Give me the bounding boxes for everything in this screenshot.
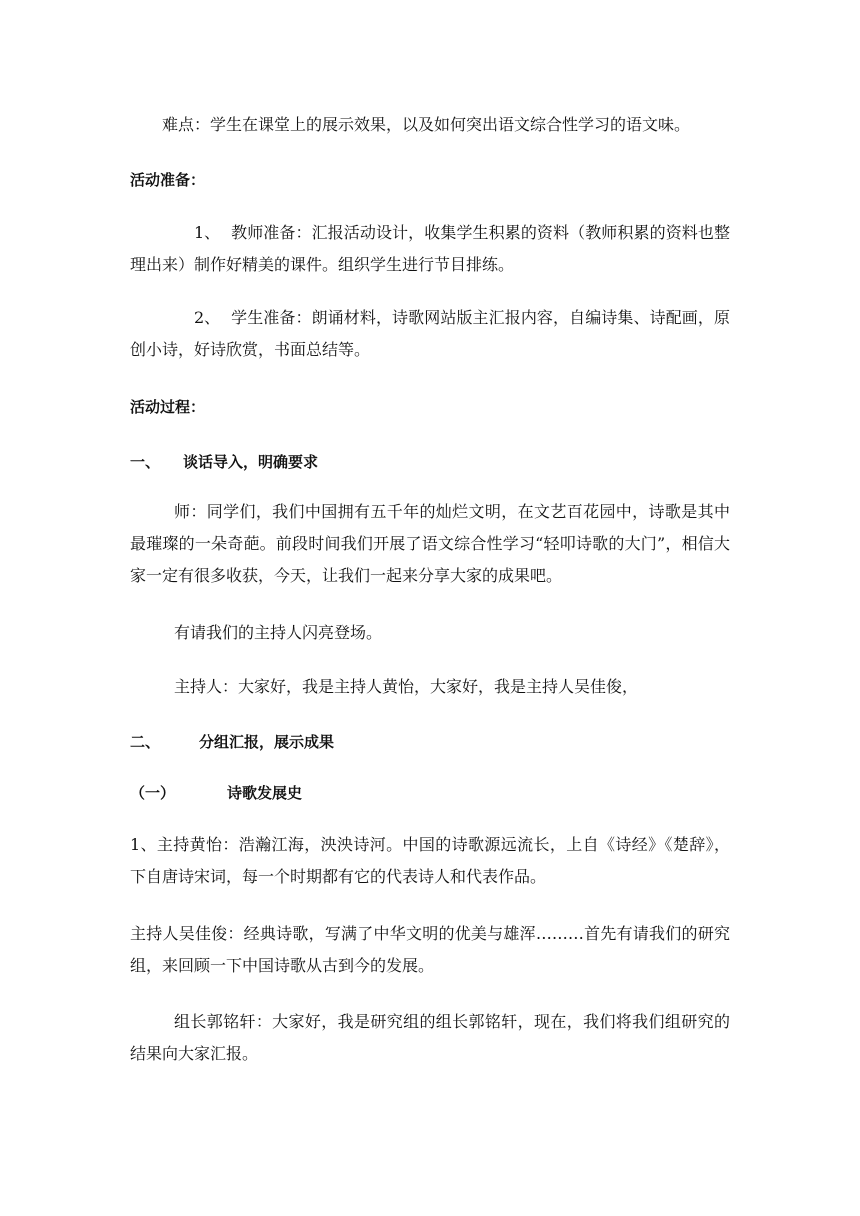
subsection-1-heading bbox=[130, 783, 730, 803]
section-1-number: 一、 bbox=[130, 453, 161, 471]
prep-heading: 活动准备： bbox=[130, 171, 206, 189]
leader-paragraph: 组长郭铭轩：大家好，我是研究组的组长郭铭轩，现在，我们将我们组研究的结果向大家汇报。 bbox=[130, 1012, 730, 1063]
teacher-paragraph: 师：同学们，我们中国拥有五千年的灿烂文明，在文艺百花园中，诗歌是其中最璀璨的一朵奇葩。前段时间我们开展了语文综合性学习“轻叩诗歌的大门”，相信大家一定有很多收获，今天，让我们一起来分享大家的成果吧。 bbox=[130, 502, 730, 585]
prep-item-2-text: 学生准备：朗诵材料，诗歌网站版主汇报内容，自编诗集、诗配画，原创小诗，好诗欣赏，书面总结等。 bbox=[130, 308, 730, 359]
section-1-title: 谈话导入，明确要求 bbox=[183, 453, 319, 471]
section-2-title: 分组汇报，展示成果 bbox=[199, 733, 335, 751]
host-huang-paragraph: 1、主持黄怡：浩瀚江海，泱泱诗河。中国的诗歌源远流长，上自《诗经》《楚辞》，下自唐诗宋词，每一个时期都有它的代表诗人和代表作品。 bbox=[130, 835, 730, 886]
prep-item-1 bbox=[130, 217, 730, 281]
subsection-1-number: （一） bbox=[130, 784, 176, 802]
host-intro-line: 主持人：大家好，我是主持人黄怡，大家好，我是主持人吴佳俊， bbox=[174, 677, 639, 696]
difficulty-line: 难点：学生在课堂上的展示效果，以及如何突出语文综合性学习的语文味。 bbox=[162, 115, 691, 134]
prep-item-2-number: 2、 bbox=[194, 308, 221, 327]
host-wu-paragraph: 主持人吴佳俊：经典诗歌，写满了中华文明的优美与雄浑………首先有请我们的研究组，来回顾一下中国诗歌从古到今的发展。 bbox=[130, 924, 730, 975]
section-2-number: 二、 bbox=[130, 733, 161, 751]
subsection-1-title: 诗歌发展史 bbox=[227, 784, 303, 802]
section-1-heading bbox=[130, 452, 730, 472]
prep-item-2 bbox=[130, 302, 730, 366]
prep-item-1-text: 教师准备：汇报活动设计，收集学生积累的资料（教师积累的资料也整理出来）制作好精美的课件。组织学生进行节目排练。 bbox=[130, 223, 730, 274]
section-2-heading bbox=[130, 732, 730, 752]
prep-item-1-number: 1、 bbox=[194, 223, 221, 242]
process-heading: 活动过程： bbox=[130, 398, 206, 416]
invite-line: 有请我们的主持人闪亮登场。 bbox=[174, 623, 383, 642]
